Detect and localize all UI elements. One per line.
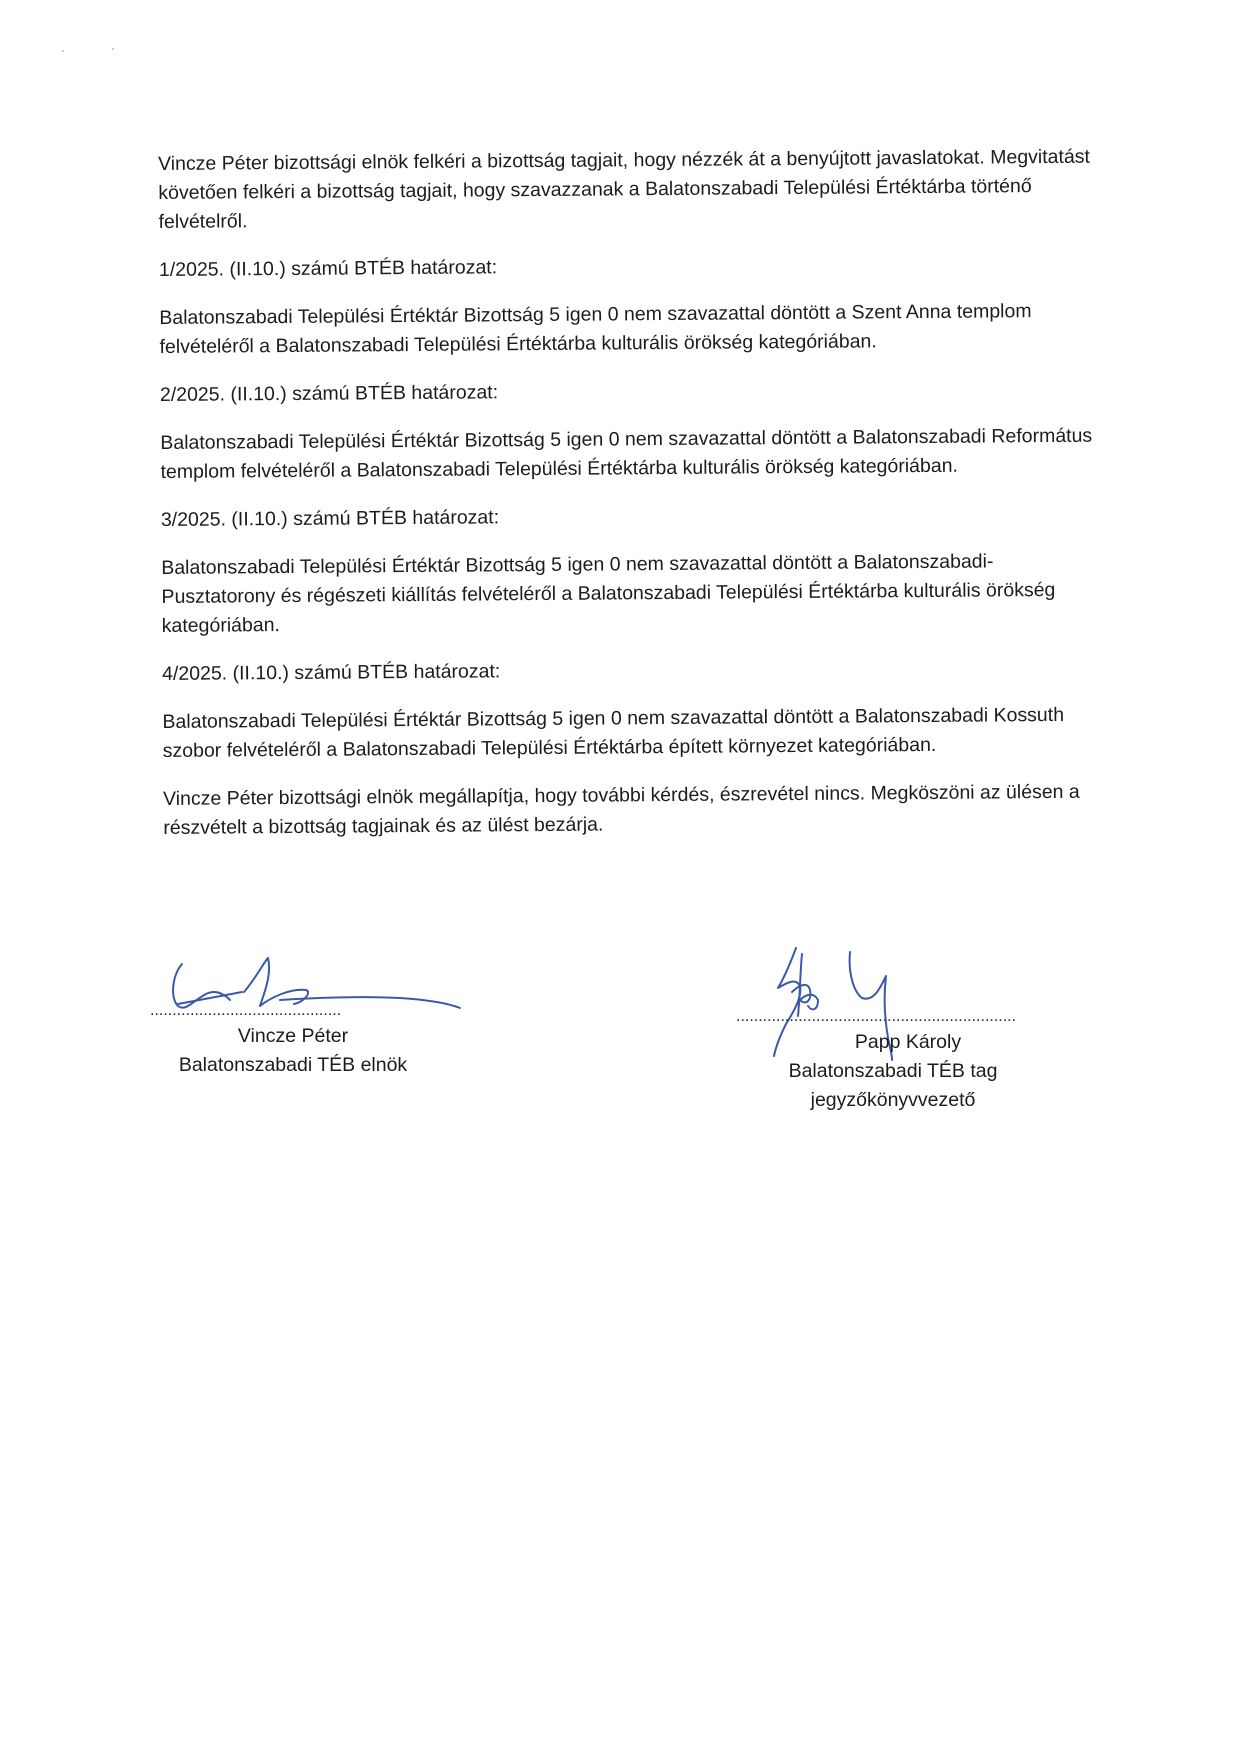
signature-block-left bbox=[148, 1022, 438, 1080]
signature-block-right bbox=[748, 1028, 1028, 1115]
signer-role-left: Balatonszabadi TÉB elnök bbox=[178, 1054, 408, 1076]
resolution-text: Balatonszabadi Települési Értéktár Bizottság 5 igen 0 nem szavazattal döntött a Balatonszabadi Református templom felvételéről a Balatonszabadi Települési Értéktárba kulturális örökség kategóriában. bbox=[160, 424, 1093, 483]
signer-role2-right: jegyzőkönyvvezető bbox=[810, 1089, 976, 1111]
resolution-title: 2/2025. (II.10.) számú BTÉB határozat: bbox=[159, 381, 499, 406]
resolution-title: 1/2025. (II.10.) számú BTÉB határozat: bbox=[158, 256, 498, 281]
resolution-text: Balatonszabadi Települési Értéktár Bizottság 5 igen 0 nem szavazattal döntött a Balatonszabadi Kossuth szobor felvételéről a Balatonszabadi Települési Értéktárba épített környezet kategóriában. bbox=[162, 703, 1065, 762]
signer-name-right: Papp Károly bbox=[854, 1031, 962, 1053]
resolution-text: Balatonszabadi Települési Értéktár Bizottság 5 igen 0 nem szavazattal döntött a Balatonszabadi-Pusztatorony és régészeti kiállítás felvételéről a Balatonszabadi Települési Értéktárba kulturális örökség kategóriában. bbox=[161, 550, 1056, 637]
closing-paragraph: Vincze Péter bizottsági elnök megállapítja, hogy további kérdés, észrevétel nincs. Megköszöni az ülésen a részvételt a bizottság tagjainak és az ülést bezárja. bbox=[163, 780, 1080, 839]
scan-speck bbox=[62, 50, 64, 52]
resolution-title: 4/2025. (II.10.) számú BTÉB határozat: bbox=[162, 660, 501, 685]
resolution-text: Balatonszabadi Települési Értéktár Bizottság 5 igen 0 nem szavazattal döntött a Szent Anna templom felvételéről a Balatonszabadi Települési Értéktárba kulturális örökség kategóriában. bbox=[159, 300, 1032, 358]
signer-role-right: Balatonszabadi TÉB tag bbox=[788, 1060, 998, 1082]
signer-name-left: Vincze Péter bbox=[237, 1025, 349, 1047]
document-body bbox=[158, 143, 1104, 862]
signature-line-right: ............................................................... bbox=[736, 1008, 1017, 1025]
signature-line-left: ........................................... bbox=[150, 1002, 342, 1019]
intro-paragraph: Vincze Péter bizottsági elnök felkéri a bizottság tagjait, hogy nézzék át a benyújtott javaslatokat. Megvitatást követően felkéri a bizottság tagjait, hogy szavazzanak a Balatonszabadi Települési Értéktárba történő felvételről. bbox=[158, 145, 1091, 233]
scan-speck bbox=[112, 48, 114, 50]
resolution-title: 3/2025. (II.10.) számú BTÉB határozat: bbox=[160, 506, 500, 531]
